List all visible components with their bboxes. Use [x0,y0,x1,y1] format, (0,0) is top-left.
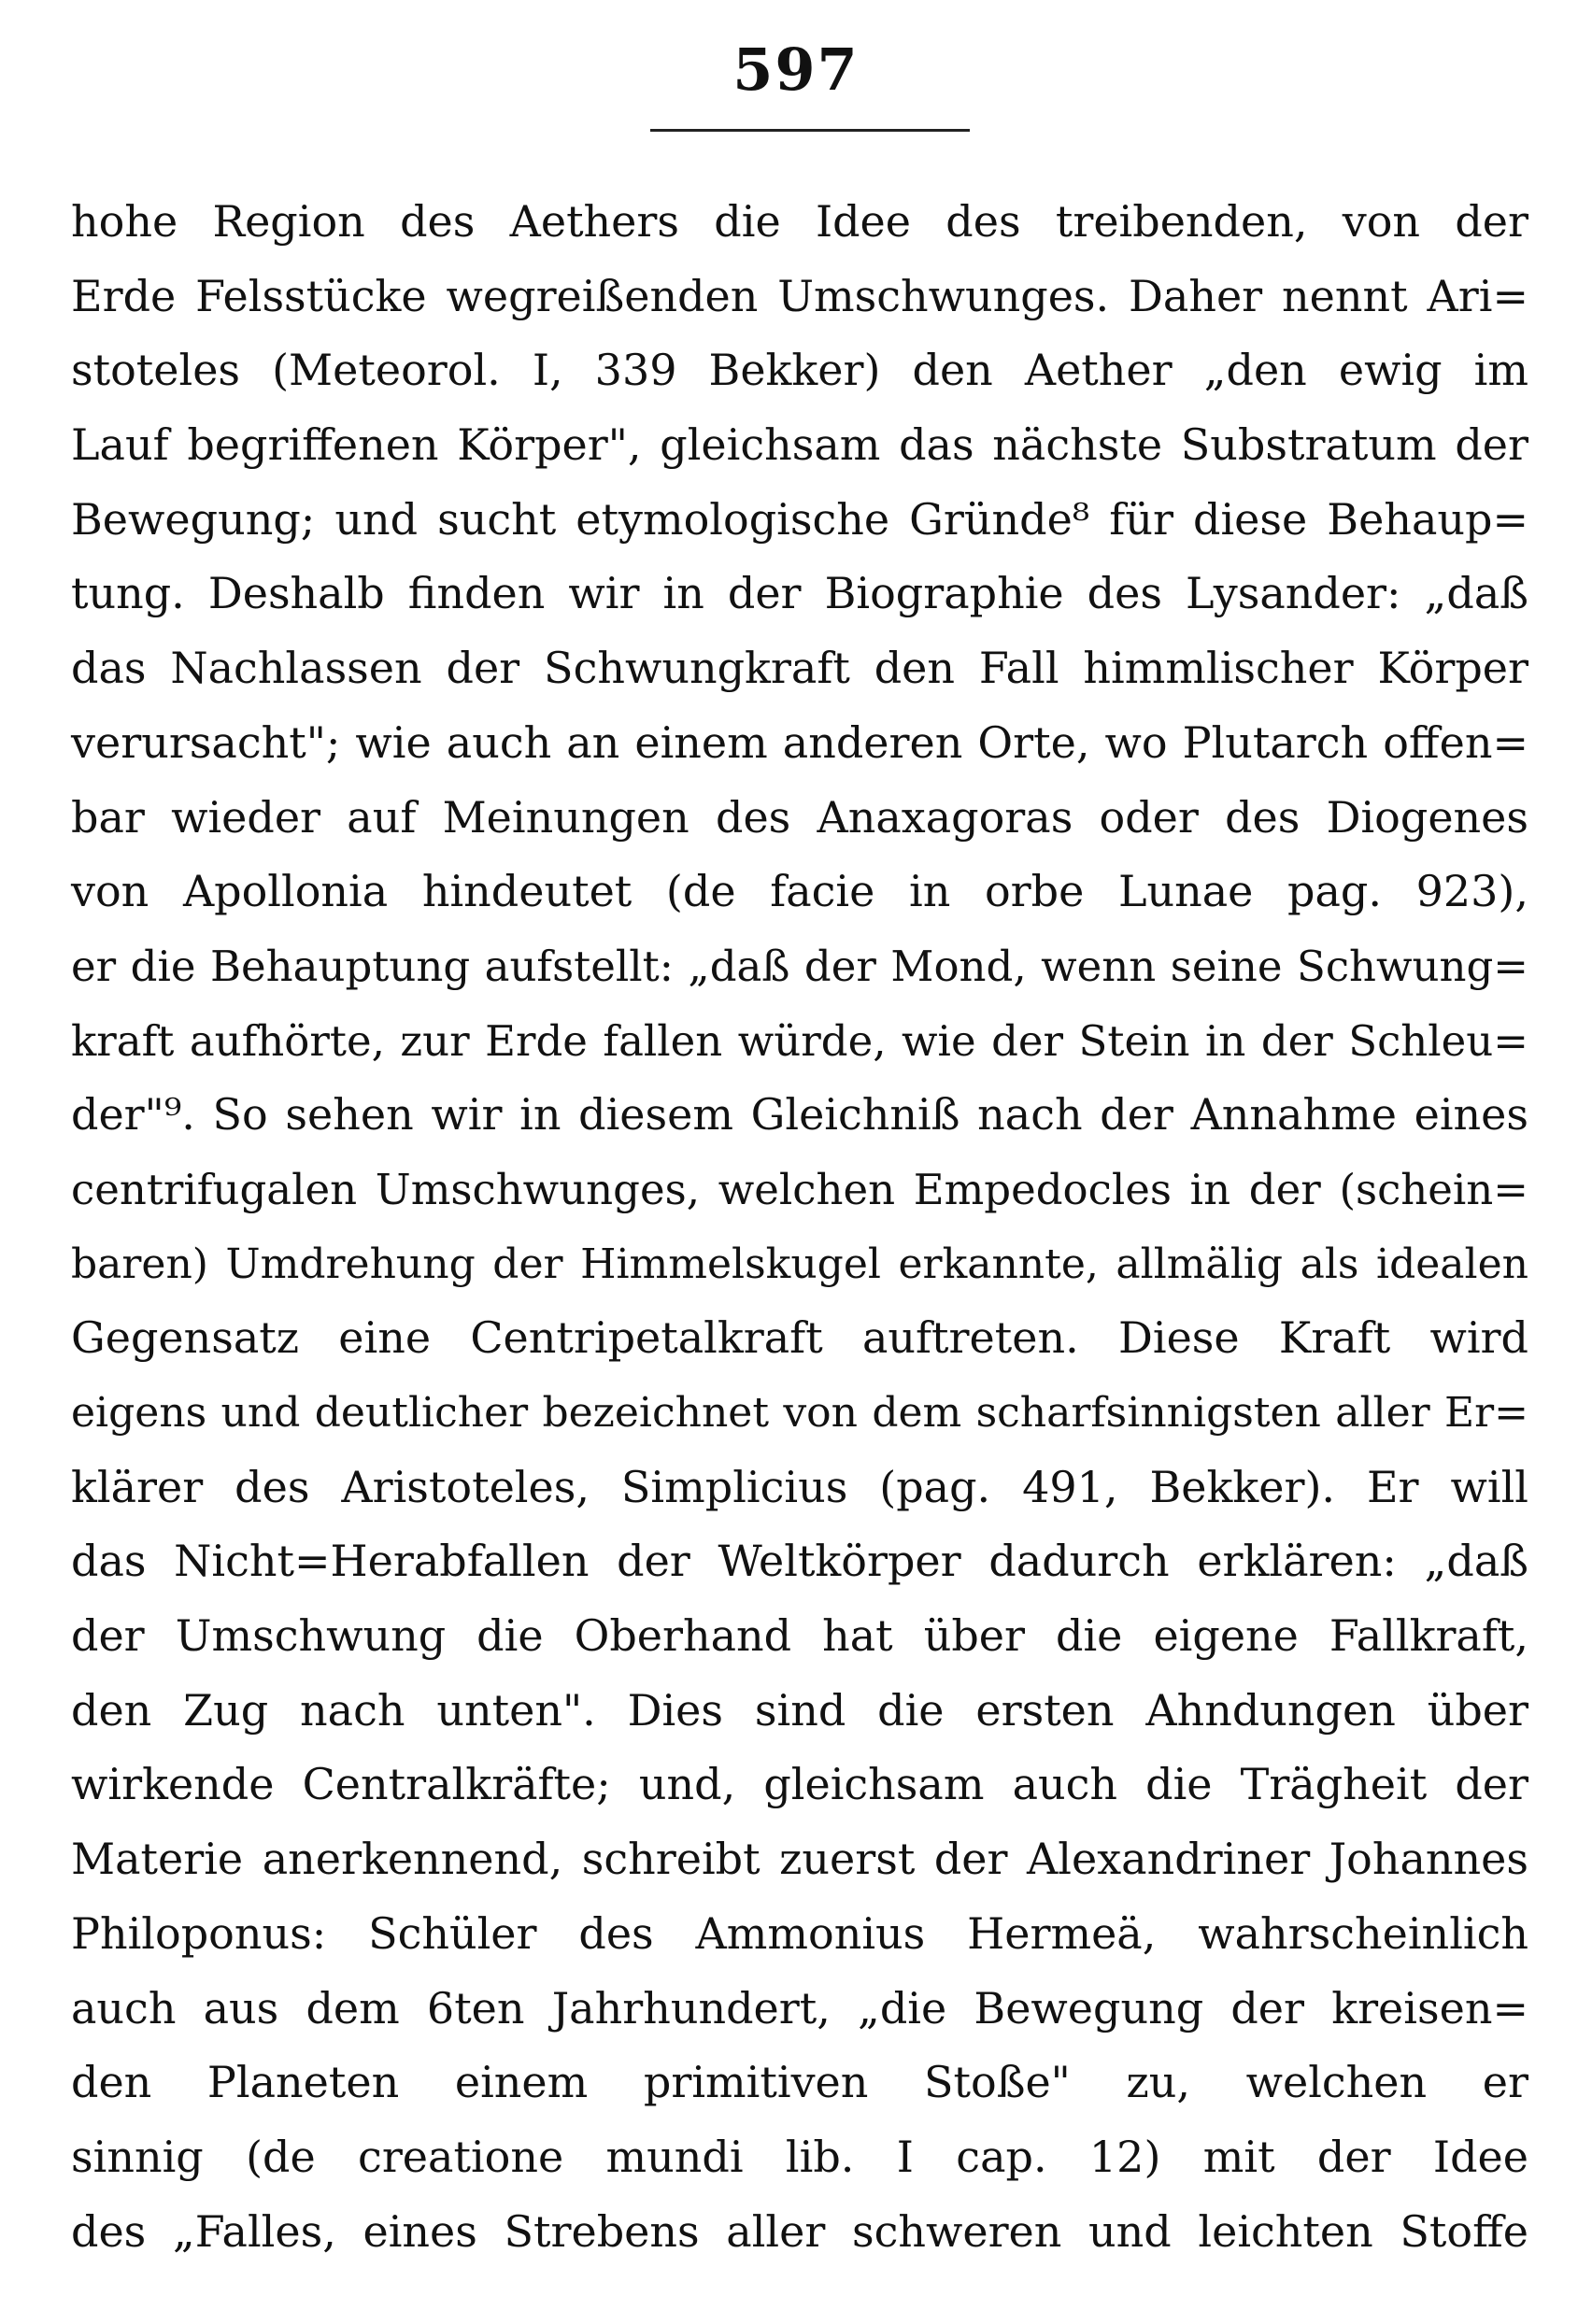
text-line: Lauf begriffenen Körper", gleichsam das nächste Substratum der [71,419,1528,471]
body-text [71,185,1528,2269]
text-line: das Nicht=Herabfallen der Weltkörper dadurch erklären: „daß [71,1536,1528,1587]
text-line: Materie anerkennend, schreibt zuerst der Alexandriner Johannes [71,1834,1528,1885]
page-number: 597 [732,35,860,104]
text-line: er die Behauptung aufstellt: „daß der Mond, wenn seine Schwung= [71,941,1528,991]
text-line: baren) Umdrehung der Himmelskugel erkannte, allmälig als idealen [71,1240,1528,1288]
text-line: der"⁹. So sehen wir in diesem Gleichniß nach der Annahme eines [71,1089,1528,1141]
text-line: wirkende Centralkräfte; und, gleichsam auch die Trägheit der [71,1759,1528,1810]
text-line: bar wieder auf Meinungen des Anaxagoras oder des Diogenes [71,791,1528,843]
text-line: auch aus dem 6ten Jahrhundert, „die Bewegung der kreisen= [71,1982,1528,2034]
text-line: Philoponus: Schüler des Ammonius Hermeä, wahrscheinlich [71,1907,1528,1959]
text-line: sinnig (de creatione mundi lib. I cap. 12) mit der Idee [71,2131,1528,2182]
text-line: kraft aufhörte, zur Erde fallen würde, wie der Stein in der Schleu= [71,1015,1528,1066]
text-line: centrifugalen Umschwunges, welchen Empedocles in der (schein= [71,1164,1528,1214]
text-line: den Planeten einem primitiven Stoße" zu, welchen er [71,2057,1528,2108]
header-rule [650,129,970,132]
text-line: des „Falles, eines Strebens aller schweren und leichten Stoffe [71,2205,1528,2257]
text-line: verursacht"; wie auch an einem anderen Orte, wo Plutarch offen= [71,716,1528,768]
text-line: Bewegung; und sucht etymologische Gründe⁸ für diese Behaup= [71,493,1528,545]
text-line: klärer des Aristoteles, Simplicius (pag. 491, Bekker). Er will [71,1461,1528,1512]
text-line: den Zug nach unten". Dies sind die ersten Ahndungen über [71,1684,1528,1736]
text-line: das Nachlassen der Schwungkraft den Fall himmlischer Körper [71,643,1528,694]
text-line: Erde Felsstücke wegreißenden Umschwunges. Daher nennt Ari= [71,270,1528,321]
text-line: Gegensatz eine Centripetalkraft auftreten. Diese Kraft wird [71,1312,1528,1364]
text-line: stoteles (Meteorol. I, 339 Bekker) den Aether „den ewig im [71,345,1528,396]
text-line: von Apollonia hindeutet (de facie in orbe Lunae pag. 923), [71,866,1528,917]
text-line: eigens und deutlicher bezeichnet von dem scharfsinnigsten aller Er= [71,1389,1528,1437]
text-line: tung. Deshalb finden wir in der Biographie des Lysander: „daß [71,568,1528,619]
text-line: hohe Region des Aethers die Idee des treibenden, von der [71,196,1528,247]
text-line: der Umschwung die Oberhand hat über die eigene Fallkraft, [71,1610,1528,1662]
